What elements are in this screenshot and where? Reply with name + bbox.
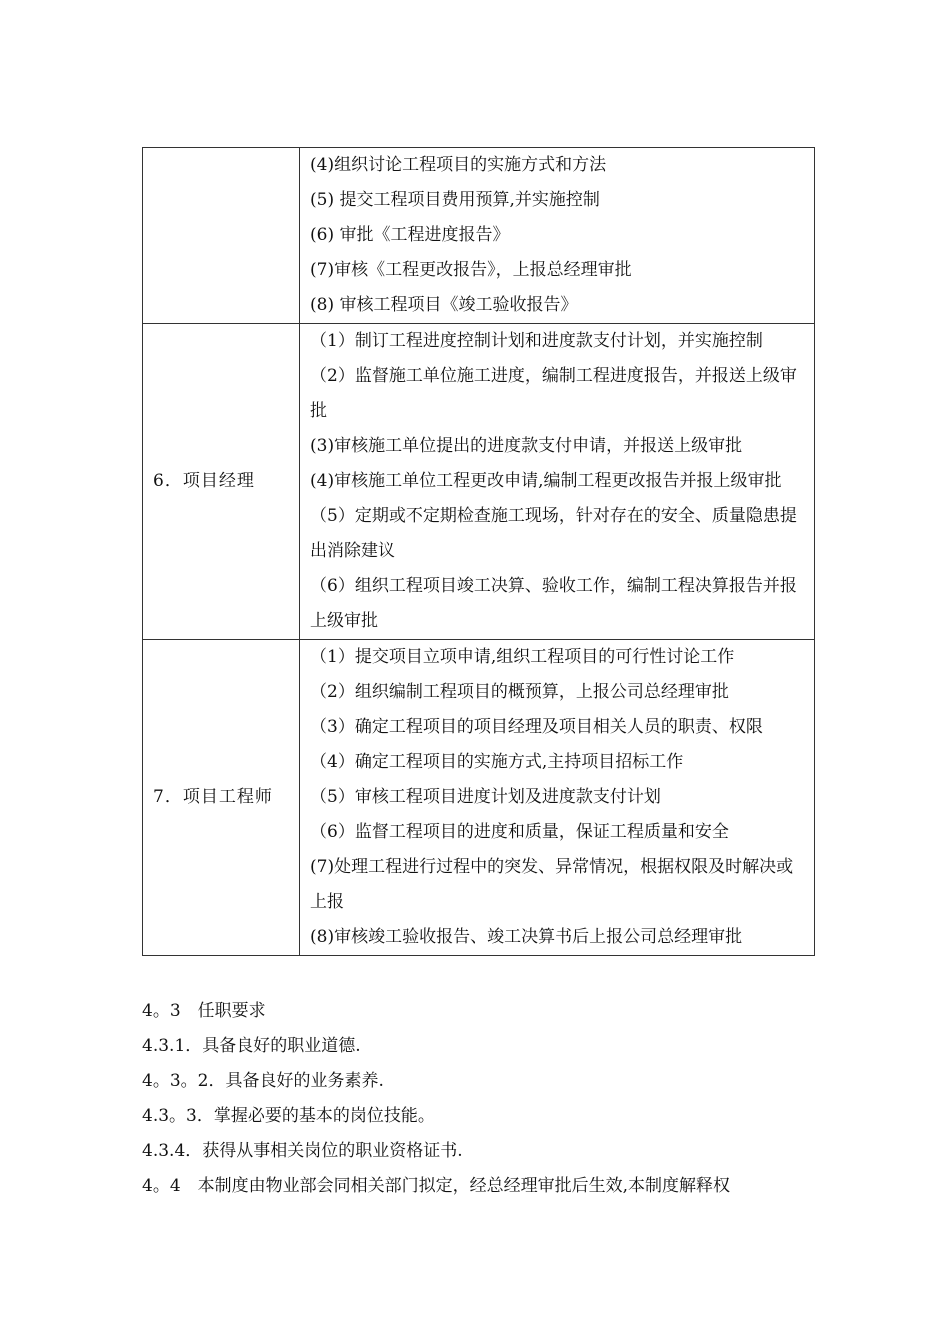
table-row <box>143 640 815 956</box>
duty-item: （3）确定工程项目的项目经理及项目相关人员的职责、权限 <box>310 717 763 737</box>
duty-item: （2）组织编制工程项目的概预算，上报公司总经理审批 <box>310 682 729 702</box>
requirement-line: 4。3。2．具备良好的业务素养. <box>142 1071 384 1091</box>
section-heading: 4。3 任职要求 <box>142 1001 266 1021</box>
duty-item: （1）提交项目立项申请,组织工程项目的可行性讨论工作 <box>310 647 735 667</box>
requirement-line: 4.3.1．具备良好的职业道德. <box>142 1036 361 1056</box>
duty-item: (8)审核竣工验收报告、竣工决算书后上报公司总经理审批 <box>310 927 743 947</box>
duty-table-body <box>143 148 815 956</box>
requirements-section <box>142 994 822 1204</box>
duty-item: (6) 审批《工程进度报告》 <box>310 225 510 245</box>
duties-cell <box>300 640 815 956</box>
duty-item: (4)审核施工单位工程更改申请,编制工程更改报告并报上级审批 <box>310 471 782 491</box>
table-row <box>143 148 815 324</box>
duty-table <box>142 147 815 956</box>
duty-item: (4)组织讨论工程项目的实施方式和方法 <box>310 155 607 175</box>
duty-item: (3)审核施工单位提出的进度款支付申请，并报送上级审批 <box>310 436 743 456</box>
duty-item: (8) 审核工程项目《竣工验收报告》 <box>310 295 578 315</box>
requirement-line: 4.3。3．掌握必要的基本的岗位技能。 <box>142 1106 435 1126</box>
role-cell <box>143 148 300 324</box>
role-cell: 6．项目经理 <box>143 324 300 640</box>
duty-item: （4）确定工程项目的实施方式,主持项目招标工作 <box>310 752 684 772</box>
duties-cell <box>300 324 815 640</box>
duties-cell <box>300 148 815 324</box>
duty-item: (7)处理工程进行过程中的突发、异常情况，根据权限及时解决或上报 <box>310 857 794 912</box>
table-row <box>143 324 815 640</box>
requirement-line: 4.3.4．获得从事相关岗位的职业资格证书. <box>142 1141 463 1161</box>
duty-item: (7)审核《工程更改报告》，上报总经理审批 <box>310 260 632 280</box>
policy-line: 4。4 本制度由物业部会同相关部门拟定，经总经理审批后生效,本制度解释权 <box>142 1176 731 1196</box>
duty-item: (5) 提交工程项目费用预算,并实施控制 <box>310 190 600 210</box>
duty-item: （2）监督施工单位施工进度，编制工程进度报告，并报送上级审批 <box>310 366 797 421</box>
duty-item: （6）监督工程项目的进度和质量，保证工程质量和安全 <box>310 822 729 842</box>
duty-item: （6）组织工程项目竣工决算、验收工作，编制工程决算报告并报上级审批 <box>310 576 797 631</box>
role-cell: 7．项目工程师 <box>143 640 300 956</box>
duty-item: （5）定期或不定期检查施工现场，针对存在的安全、质量隐患提出消除建议 <box>310 506 797 561</box>
duty-item: （1）制订工程进度控制计划和进度款支付计划，并实施控制 <box>310 331 763 351</box>
duty-item: （5）审核工程项目进度计划及进度款支付计划 <box>310 787 661 807</box>
